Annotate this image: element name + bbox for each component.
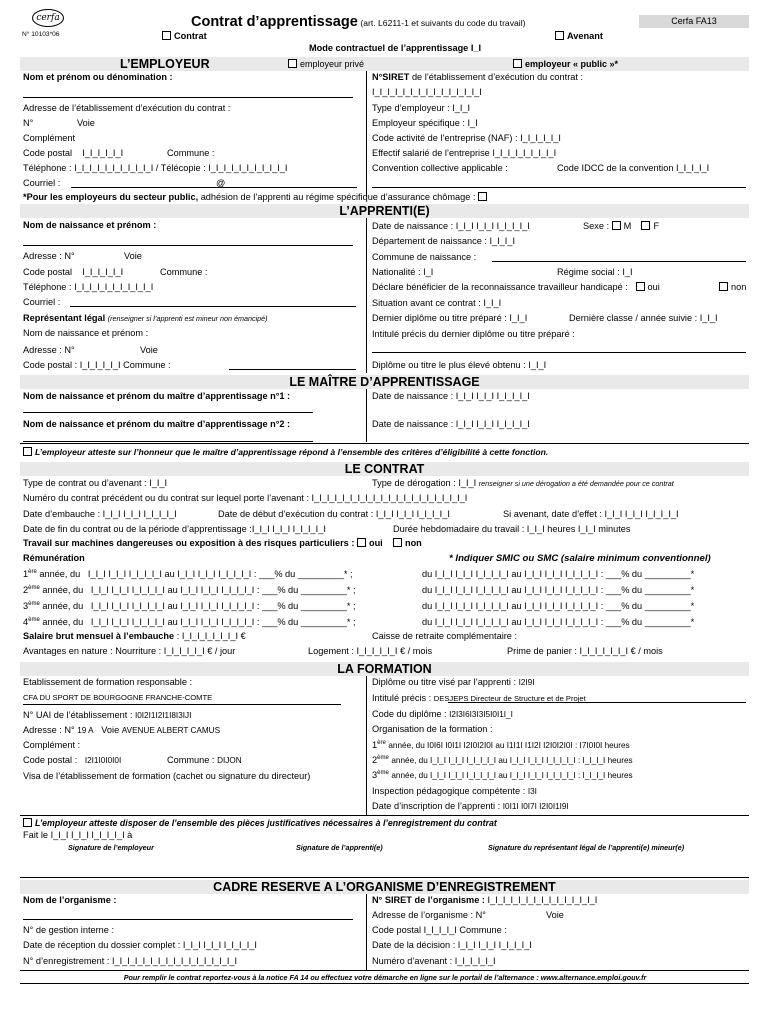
- apprenti-plus-eleve[interactable]: Diplôme ou titre le plus élevé obtenu : I_I_I: [372, 360, 547, 370]
- siret-label: N°SIRET: [372, 72, 410, 82]
- option-employeur-public[interactable]: [513, 57, 618, 71]
- cadre-voie[interactable]: Voie: [546, 910, 564, 920]
- apprenti-derniere-classe[interactable]: Dernière classe / année suivie : I_I_I: [569, 313, 718, 323]
- machines-oui: oui: [368, 538, 383, 548]
- rep-label: Représentant légal: [23, 313, 106, 323]
- sexe-label: Sexe :: [583, 221, 610, 231]
- remuneration-label: Rémunération: [23, 553, 85, 563]
- signature-apprenti[interactable]: Signature de l’apprenti(e): [296, 843, 383, 852]
- voie-value: AVENUE ALBERT CAMUS: [121, 726, 221, 735]
- caisse-retraite[interactable]: Caisse de retraite complémentaire :: [372, 631, 518, 641]
- fait-le[interactable]: Fait le I_I_I I_I_I I_I_I_I_I à: [23, 830, 133, 840]
- apprenti-handicap: [372, 282, 660, 292]
- remuneration-row-right[interactable]: du I_I_I I_I_I I_I_I_I_I au I_I_I I_I_I I_I_I_I_I : ___% du _________*: [422, 617, 695, 627]
- formation-etab-value[interactable]: CFA DU SPORT DE BOURGOGNE FRANCHE-COMTE: [23, 693, 213, 702]
- year-number: 4: [23, 617, 29, 628]
- avantages-logement[interactable]: Logement : I_I_I_I_I_I € / mois: [308, 646, 433, 656]
- footer-note: Pour remplir le contrat reportez-vous à la notice FA 14 ou effectuez votre démarche en ligne sur le portail de l’alternance : www.alternance.emploi.gouv.fr: [123, 973, 647, 982]
- intitule-value: DESJEPS Directeur de Structure et de Projet: [433, 694, 586, 703]
- apprenti-dernier-diplome[interactable]: Dernier diplôme ou titre préparé : I_I_I: [372, 313, 528, 323]
- checkbox-icon[interactable]: [641, 221, 650, 230]
- handicap-label: Déclare bénéficier de la reconnaissance travailleur handicapé :: [372, 282, 628, 292]
- formation-complement[interactable]: Complément :: [23, 740, 81, 750]
- public-note: [23, 192, 490, 202]
- apprenti-sexe: [583, 221, 659, 231]
- maitre-2-naissance[interactable]: Date de naissance : I_I_I I_I_I I_I_I_I_I: [372, 419, 530, 429]
- cadre-avenant[interactable]: Numéro d’avenant : I_I_I_I_I_I: [372, 956, 496, 966]
- maitre-1-field[interactable]: [23, 412, 313, 413]
- divider: [20, 970, 749, 971]
- commune-value: DIJON: [217, 756, 242, 765]
- commune-naissance-field[interactable]: [492, 261, 746, 262]
- employeur-siret-cells[interactable]: I_I_I_I_I_I_I_I_I_I_I_I_I_I_I: [372, 87, 482, 97]
- formation-code[interactable]: [372, 709, 513, 719]
- apprenti-nom-label: Nom de naissance et prénom :: [23, 220, 157, 230]
- year-suffix: ère: [377, 740, 386, 746]
- year-number: 3: [23, 601, 29, 612]
- option-employeur-prive[interactable]: [288, 57, 364, 71]
- cadre-nom: Nom de l’organisme :: [23, 895, 117, 905]
- inscription-value: I0I1I I0I7I I2I0I1I9I: [502, 802, 569, 811]
- public-note-bold: *Pour les employeurs du secteur public,: [23, 192, 199, 202]
- checkbox-icon: [23, 818, 32, 827]
- handicap-oui: oui: [647, 282, 660, 292]
- contrat-avenant[interactable]: Si avenant, date d’effet : I_I_I I_I_I I_I_I_I_I: [503, 509, 679, 519]
- period-cells: I_I_I I_I_I I_I_I_I_I au I_I_I I_I_I I_I_I_I_I : ___% du _________* ;: [90, 585, 356, 596]
- section-header-formation: LA FORMATION: [20, 662, 749, 676]
- code-label: Code du diplôme :: [372, 709, 447, 719]
- year-text: année, du I_I_I I_I_I I_I_I_I_I au I_I_I I_I_I I_I_I_I_I : I_I_I_I heures: [391, 756, 633, 766]
- formation-inspection[interactable]: [372, 786, 537, 796]
- employeur-courriel-label: Courriel :: [23, 178, 61, 188]
- period-cells: I_I_I I_I_I I_I_I_I_I au I_I_I I_I_I I_I_I_I_I : ___% du _________* ;: [87, 569, 353, 580]
- contrat-type[interactable]: Type de contrat ou d’avenant : I_I_I: [23, 478, 168, 488]
- formation-etab-label: Etablissement de formation responsable :: [23, 677, 193, 687]
- inscription-label: Date d’inscription de l’apprenti :: [372, 801, 501, 811]
- cadre-enregistrement[interactable]: N° d’enregistrement : I_I_I_I_I_I_I_I_I_I_I_I_I_I_I_I_I: [23, 956, 238, 966]
- contrat-duree[interactable]: Durée hebdomadaire du travail : I_I_I heures I_I_I minutes: [393, 524, 631, 534]
- formation-diplome[interactable]: [372, 677, 535, 687]
- employeur-nom-label: Nom et prénom ou dénomination :: [23, 72, 173, 82]
- formation-etab-field: [23, 704, 341, 705]
- apprenti-courriel-field[interactable]: [70, 306, 356, 307]
- cp-label: Code postal :: [23, 755, 78, 765]
- maitre-2-label: Nom de naissance et prénom du maître d’apprentissage n°2 :: [23, 419, 291, 429]
- formation-cp[interactable]: [23, 755, 121, 765]
- avantages-nourriture[interactable]: Avantages en nature : Nourriture : I_I_I_I_I_I € / jour: [23, 646, 236, 656]
- divider: [20, 983, 749, 984]
- option-contrat[interactable]: [162, 31, 207, 41]
- maitre-2-field[interactable]: [23, 441, 313, 442]
- employeur-type[interactable]: Type d’employeur : I_I_I: [372, 103, 471, 113]
- at-sign: @: [216, 178, 226, 188]
- derogation-label: Type de dérogation : I_I_I: [372, 478, 477, 488]
- apprenti-situation[interactable]: Situation avant ce contrat : I_I_I: [372, 298, 502, 308]
- contrat-derogation[interactable]: [372, 478, 674, 488]
- form-number: N° 10103*06: [22, 31, 60, 38]
- mode-contractuel[interactable]: Mode contractuel de l’apprentissage I_I: [309, 43, 482, 53]
- formation-uai[interactable]: [23, 710, 191, 720]
- period-cells: I_I_I I_I_I I_I_I_I_I au I_I_I I_I_I I_I_I_I_I : ___% du _________* ;: [90, 617, 356, 628]
- cp-cells: I_I_I_I_I_I: [82, 267, 124, 277]
- employeur-complement-label[interactable]: Complément: [23, 133, 76, 143]
- rep-cp[interactable]: Code postal : I_I_I_I_I_I Commune :: [23, 360, 171, 370]
- employeur-cp[interactable]: [23, 148, 123, 158]
- inspection-value: I3I: [527, 787, 537, 796]
- section-header-contrat: LE CONTRAT: [20, 462, 749, 476]
- formation-visa[interactable]: Visa de l’établissement de formation (cachet ou signature du directeur): [23, 771, 311, 781]
- handicap-non: non: [731, 282, 747, 292]
- column-divider: [366, 389, 367, 442]
- apprenti-nom-field[interactable]: [23, 245, 353, 246]
- diplome-label: Diplôme ou titre visé par l’apprenti :: [372, 677, 517, 687]
- contrat-debut[interactable]: Date de début d’exécution du contrat : I_I_I I_I_I I_I_I_I_I: [218, 509, 450, 519]
- cp-value: I2I1I0I0I0I: [84, 756, 122, 765]
- contrat-fin[interactable]: Date de fin du contrat ou de la période d’apprentissage :I_I_I I_I_I I_I_I_I_I: [23, 524, 326, 534]
- option-label: employeur privé: [300, 59, 365, 69]
- column-divider: [366, 71, 367, 197]
- apprenti-adresse[interactable]: Adresse : N°: [23, 251, 75, 261]
- year-suffix: ème: [28, 601, 40, 607]
- apprenti-departement[interactable]: Département de naissance : I_I_I_I: [372, 236, 516, 246]
- checkbox-icon: [162, 31, 171, 40]
- cadre-reception[interactable]: Date de réception du dossier complet : I_I_I I_I_I I_I_I_I_I: [23, 940, 257, 950]
- employeur-telephone[interactable]: Téléphone : I_I_I_I_I_I_I_I_I_I_I / Télécopie : I_I_I_I_I_I_I_I_I_I_I: [23, 163, 288, 173]
- smic-note: * Indiquer SMIC ou SMC (salaire minimum conventionnel): [449, 553, 711, 564]
- remuneration-row-right[interactable]: du I_I_I I_I_I I_I_I_I_I au I_I_I I_I_I I_I_I_I_I : ___% du _________*: [422, 585, 695, 595]
- signature-employeur[interactable]: Signature de l’employeur: [68, 843, 154, 852]
- year-suffix: ème: [377, 755, 389, 761]
- machines-non: non: [404, 538, 422, 548]
- section-header-cadre: CADRE RESERVE A L’ORGANISME D’ENREGISTREMENT: [20, 880, 749, 894]
- employeur-effectif[interactable]: Effectif salarié de l’entreprise I_I_I_I_I_I_I_I_I: [372, 148, 557, 158]
- formation-year-row[interactable]: [372, 755, 633, 765]
- page-title-text: Contrat d’apprentissage: [191, 14, 358, 30]
- formation-organisation: Organisation de la formation :: [372, 724, 493, 734]
- uai-label: N° UAI de l’établissement :: [23, 710, 133, 720]
- annee-label: année, du: [42, 601, 84, 612]
- apprenti-regime[interactable]: Régime social : I_I: [557, 267, 633, 277]
- cadre-decision[interactable]: Date de la décision : I_I_I I_I_I I_I_I_I_I: [372, 940, 532, 950]
- section-header-maitre: LE MAÎTRE D’APPRENTISSAGE: [20, 375, 749, 389]
- cadre-gestion[interactable]: N° de gestion interne :: [23, 925, 115, 935]
- cadre-siret[interactable]: [372, 895, 597, 905]
- code-value: I2I3I6I3I3I5I0I1I_I: [449, 710, 513, 719]
- commune-label: Commune :: [167, 755, 215, 765]
- year-suffix: ème: [377, 770, 389, 776]
- checkbox-icon: [23, 447, 32, 456]
- employeur-commune[interactable]: Commune :: [167, 148, 215, 158]
- maitre-attestation[interactable]: [23, 447, 548, 457]
- employeur-num-label[interactable]: N°: [23, 118, 34, 128]
- siret-text: de l’établissement d’exécution du contrat :: [411, 72, 584, 82]
- formation-commune[interactable]: [167, 755, 242, 765]
- employeur-idcc[interactable]: Code IDCC de la convention I_I_I_I_I: [557, 163, 710, 173]
- year-number: 1: [372, 740, 378, 751]
- column-divider: [366, 894, 367, 970]
- checkbox-icon: [555, 31, 564, 40]
- employeur-voie-label[interactable]: Voie: [77, 118, 95, 128]
- formation-inscription[interactable]: [372, 801, 569, 811]
- year-number: 2: [23, 585, 29, 596]
- cerfa-logo: cerfa: [32, 9, 64, 27]
- year-suffix: ème: [28, 617, 40, 623]
- maitre-1-label: Nom de naissance et prénom du maître d’apprentissage n°1 :: [23, 391, 291, 401]
- apprenti-telephone[interactable]: Téléphone : I_I_I_I_I_I_I_I_I_I_I: [23, 282, 154, 292]
- salaire-value: : I_I_I_I_I_I_I_I €: [176, 631, 246, 641]
- apprenti-commune-naissance: Commune de naissance :: [372, 252, 477, 262]
- adresse-label: Adresse : N°: [23, 725, 75, 735]
- sexe-m: M: [623, 221, 632, 231]
- apprenti-cp[interactable]: [23, 267, 123, 277]
- column-divider: [366, 676, 367, 815]
- checkbox-icon[interactable]: [478, 192, 487, 201]
- year-suffix: ème: [28, 585, 40, 591]
- cadre-nom-field[interactable]: [23, 919, 353, 920]
- rep-commune-field[interactable]: [229, 369, 356, 370]
- inspection-label: Inspection pédagogique compétente :: [372, 786, 526, 796]
- employeur-specifique[interactable]: Employeur spécifique : I_I: [372, 118, 478, 128]
- apprenti-handicap-non[interactable]: [719, 282, 746, 292]
- employeur-siret: [372, 72, 583, 82]
- checkbox-icon[interactable]: [612, 221, 621, 230]
- rep-adresse[interactable]: Adresse : N°: [23, 345, 75, 355]
- cadre-cp[interactable]: Code postal I_I_I_I_I Commune :: [372, 925, 507, 935]
- voie-label: Voie: [101, 725, 120, 735]
- cp-label: Code postal: [23, 267, 73, 277]
- apprenti-intitule: Intitulé précis du dernier diplôme ou titre préparé :: [372, 329, 575, 339]
- year-number: 2: [372, 755, 378, 766]
- year-text: année, du I_I_I I_I_I I_I_I_I_I au I_I_I I_I_I I_I_I_I_I : I_I_I_I heures: [391, 771, 633, 781]
- formation-year-row[interactable]: [372, 770, 633, 780]
- derogation-note: renseigner si une dérogation a été demandée pour ce contrat: [478, 479, 674, 488]
- annee-label: année, du: [39, 569, 81, 580]
- rep-nom[interactable]: Nom de naissance et prénom :: [23, 328, 149, 338]
- checkbox-icon: [513, 59, 522, 68]
- annee-label: année, du: [42, 585, 84, 596]
- contrat-embauche[interactable]: Date d’embauche : I_I_I I_I_I I_I_I_I_I: [23, 509, 177, 519]
- salaire-label: Salaire brut mensuel à l’embauche: [23, 631, 175, 641]
- option-avenant[interactable]: [555, 31, 603, 41]
- employeur-courriel-field[interactable]: [71, 187, 357, 188]
- remuneration-row-left[interactable]: [23, 585, 356, 595]
- section-header-apprenti: L’APPRENTI(E): [20, 204, 749, 218]
- year-number: 3: [372, 770, 378, 781]
- sexe-f: F: [653, 221, 660, 231]
- checkbox-icon[interactable]: [636, 282, 645, 291]
- employeur-naf[interactable]: Code activité de l’entreprise (NAF) : I_I_I_I_I_I: [372, 133, 561, 143]
- remuneration-row-left[interactable]: [23, 569, 353, 579]
- machines-label: Travail sur machines dangereuses ou exposition à des risques particuliers :: [23, 538, 355, 548]
- formation-adresse[interactable]: [23, 725, 220, 735]
- diplome-value: I2I9I: [518, 678, 535, 687]
- option-label: employeur « public »*: [525, 59, 619, 69]
- convention-line: [372, 187, 746, 188]
- divider: [20, 815, 749, 816]
- divider: [20, 877, 749, 878]
- option-avenant-label: Avenant: [567, 31, 603, 41]
- employeur-adresse-label: Adresse de l’établissement d’exécution du contrat :: [23, 103, 231, 113]
- siret-label: N° SIRET de l’organisme :: [372, 895, 485, 905]
- divider: [20, 443, 749, 444]
- apprenti-courriel-label: Courriel :: [23, 297, 61, 307]
- remuneration-row-right[interactable]: du I_I_I I_I_I I_I_I_I_I au I_I_I I_I_I I_I_I_I_I : ___% du _________*: [422, 601, 695, 611]
- checkbox-icon[interactable]: [393, 538, 402, 547]
- section-title: L’EMPLOYEUR: [120, 57, 210, 71]
- attestation-text: L’employeur atteste sur l’honneur que le maître d’apprentissage répond à l’ensemble des critères d’éligibilité à cette fonction.: [35, 447, 549, 457]
- employeur-nom-field[interactable]: [23, 97, 353, 98]
- year-text: année, du I0I6I I0I1I I2I0I2I0I au I1I1I I1I2I I2I0I2I0I : I7I0I0I heures: [388, 741, 630, 751]
- remuneration-row-left[interactable]: [23, 601, 356, 611]
- section-header-employeur: [20, 57, 749, 71]
- apprenti-nationalite[interactable]: Nationalité : I_I: [372, 267, 434, 277]
- cadre-adresse[interactable]: Adresse de l’organisme : N°: [372, 910, 486, 920]
- rep-note: (renseigner si l’apprenti est mineur non émancipé): [107, 314, 268, 323]
- formation-attestation[interactable]: [23, 818, 497, 828]
- signature-representant[interactable]: Signature du représentant légal de l’apprenti(e) mineur(e): [488, 843, 685, 852]
- apprenti-commune[interactable]: Commune :: [160, 267, 208, 277]
- annee-label: année, du: [42, 617, 84, 628]
- apprenti-naissance[interactable]: Date de naissance : I_I_I I_I_I I_I_I_I_I: [372, 221, 530, 231]
- title-reference: (art. L6211-1 et suivants du code du travail): [360, 18, 526, 28]
- public-note-text: adhésion de l’apprenti au régime spécifique d’assurance chômage :: [200, 192, 476, 202]
- intitule-field: [448, 702, 746, 703]
- year-number: 1: [23, 569, 29, 580]
- period-cells: I_I_I I_I_I I_I_I_I_I au I_I_I I_I_I I_I_I_I_I : ___% du _________* ;: [90, 601, 356, 612]
- salaire-brut[interactable]: [23, 631, 246, 641]
- employeur-convention[interactable]: Convention collective applicable :: [372, 163, 508, 173]
- checkbox-icon: [288, 59, 297, 68]
- checkbox-icon: [719, 282, 728, 291]
- remuneration-row-left[interactable]: [23, 617, 356, 627]
- formation-year-row[interactable]: [372, 740, 630, 750]
- intitule-field[interactable]: [372, 352, 746, 353]
- adresse-num: 19 A: [77, 726, 94, 735]
- remuneration-row-right[interactable]: du I_I_I I_I_I I_I_I_I_I au I_I_I I_I_I I_I_I_I_I : ___% du _________*: [422, 569, 695, 579]
- attestation-text: L’employeur atteste disposer de l’ensemble des pièces justificatives nécessaires à l’enregistrement du contrat: [35, 818, 497, 828]
- representant-legal: [23, 313, 268, 323]
- contrat-machines: [23, 538, 422, 548]
- column-divider: [366, 218, 367, 373]
- page-title: [191, 14, 525, 30]
- contrat-numero[interactable]: Numéro du contrat précédent ou du contrat sur lequel porte l’avenant : I_I_I_I_I_I_I_I_I_I_I_I_I_I_I_I_I_I_I_I_I: [23, 493, 468, 503]
- cp-cells: I_I_I_I_I_I: [82, 148, 124, 158]
- apprenti-voie[interactable]: Voie: [124, 251, 142, 261]
- maitre-1-naissance[interactable]: Date de naissance : I_I_I I_I_I I_I_I_I_I: [372, 391, 530, 401]
- siret-cells: I_I_I_I_I_I_I_I_I_I_I_I_I_I_I: [487, 895, 598, 905]
- uai-value: I0I2I1I2I1I8I3IJI: [134, 711, 192, 720]
- checkbox-icon[interactable]: [357, 538, 366, 547]
- cerfa-badge: Cerfa FA13: [639, 15, 749, 28]
- intitule-label: Intitulé précis :: [372, 693, 432, 703]
- cp-label: Code postal: [23, 148, 73, 158]
- year-suffix: ère: [28, 569, 37, 575]
- option-contrat-label: Contrat: [174, 31, 207, 41]
- avantages-prime[interactable]: Prime de panier : I_I_I_I_I_I_I € / mois: [507, 646, 663, 656]
- rep-voie[interactable]: Voie: [140, 345, 158, 355]
